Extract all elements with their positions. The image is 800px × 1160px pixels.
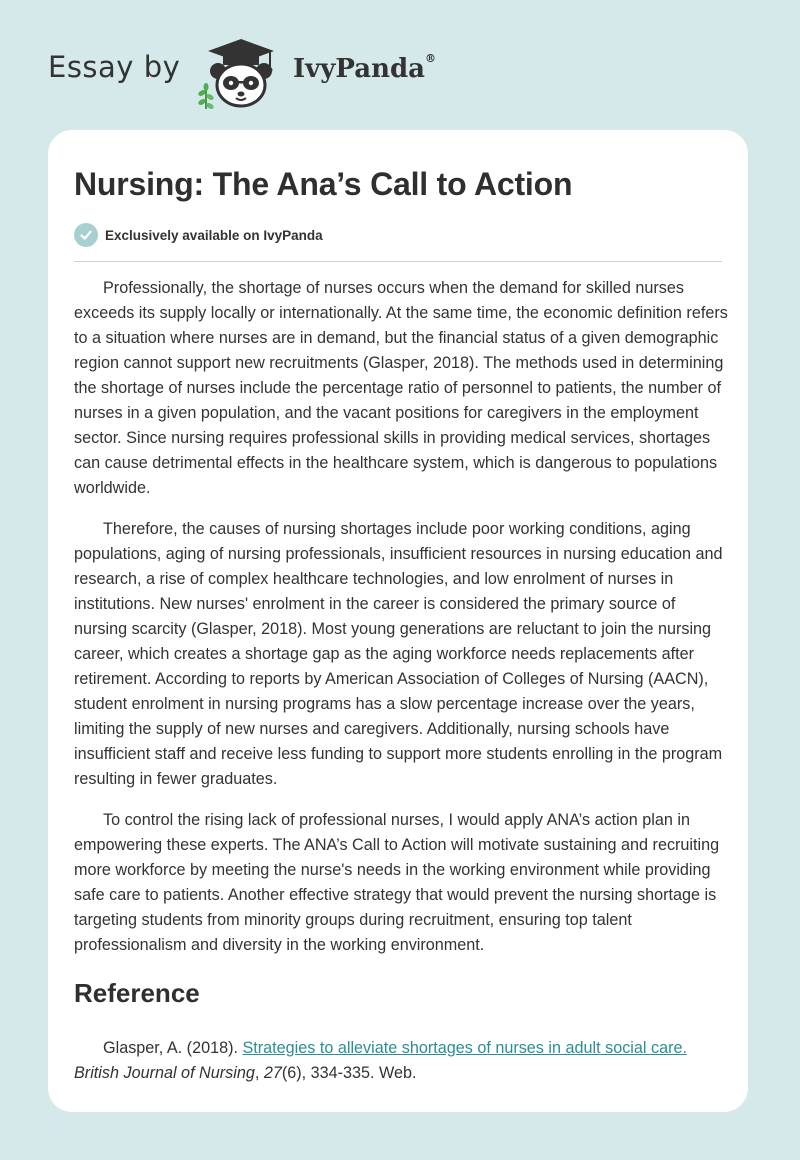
brand-text: IvyPanda: [293, 54, 426, 84]
site-header: [0, 0, 800, 130]
registered-mark: ®: [425, 52, 437, 65]
reference-rest: (6), 334-335. Web.: [281, 1064, 417, 1082]
paragraph: Therefore, the causes of nursing shortages include poor working conditions, aging populations, aging of nursing professionals, insufficient resources in nursing education and research, a rise of complex healthcare technologies, and low enrolment of nurses in institutions. New nurses' enrolment in the career is considered the primary source of nursing scarcity (Glasper, 2018). Most young generations are reluctant to join the nursing career, which creates a shortage gap as the aging workforce needs replacements after retirement. According to reports by American Association of Colleges of Nursing (AACN), student enrolment in nursing programs has a slow percentage increase over the years, limiting the supply of new nurses and caregivers. Additionally, nursing schools have insufficient staff and receive less funding to support more students enrolling in the program resulting in fewer graduates.: [74, 520, 723, 788]
reference-volume: 27: [263, 1064, 282, 1082]
paragraph: To control the rising lack of professional nurses, I would apply ANA’s action plan in empowering these experts. The ANA’s Call to Action will motivate sustaining and recruiting more workforce by meeting the nurse's needs in the working environment while providing safe care to patients. Another effective strategy that would prevent the nursing shortage is targeting students from minority groups during recruitment, ensuring top talent professionalism and diversity in the working environment.: [74, 811, 720, 954]
essay-by-label: Essay by: [48, 50, 181, 84]
reference-journal: British Journal of Nursing: [74, 1064, 255, 1082]
divider: [74, 261, 722, 262]
panda-logo-icon[interactable]: [198, 35, 284, 111]
essay-card: [48, 130, 748, 1112]
essay-body: [74, 276, 728, 974]
leaf-icon: [198, 83, 215, 110]
reference-entry: [74, 1036, 728, 1086]
check-icon: [74, 223, 98, 247]
brand-name[interactable]: [293, 54, 436, 84]
reference-link[interactable]: Strategies to alleviate shortages of nurses in adult social care.: [242, 1039, 687, 1057]
reference-author: Glasper, A. (2018).: [103, 1039, 243, 1057]
exclusive-label: Exclusively available on IvyPanda: [105, 227, 323, 243]
page-title: Nursing: The Ana’s Call to Action: [74, 166, 573, 202]
reference-sep: ,: [254, 1064, 264, 1082]
paragraph: Professionally, the shortage of nurses occurs when the demand for skilled nurses exceeds its supply locally or internationally. At the same time, the economic definition refers to a situation where nurses are in demand, but the financial status of a given demographic region cannot support new recruitments (Glasper, 2018). The methods used in determining the shortage of nurses include the percentage ratio of personnel to patients, the number of nurses in a given population, and the vacant positions for caregivers in the employment sector. Since nursing requires professional skills in providing medical services, shortages can cause detrimental effects in the healthcare system, which is dangerous to populations worldwide.: [74, 279, 728, 497]
reference-heading: Reference: [74, 978, 200, 1008]
exclusive-badge: [74, 222, 323, 248]
